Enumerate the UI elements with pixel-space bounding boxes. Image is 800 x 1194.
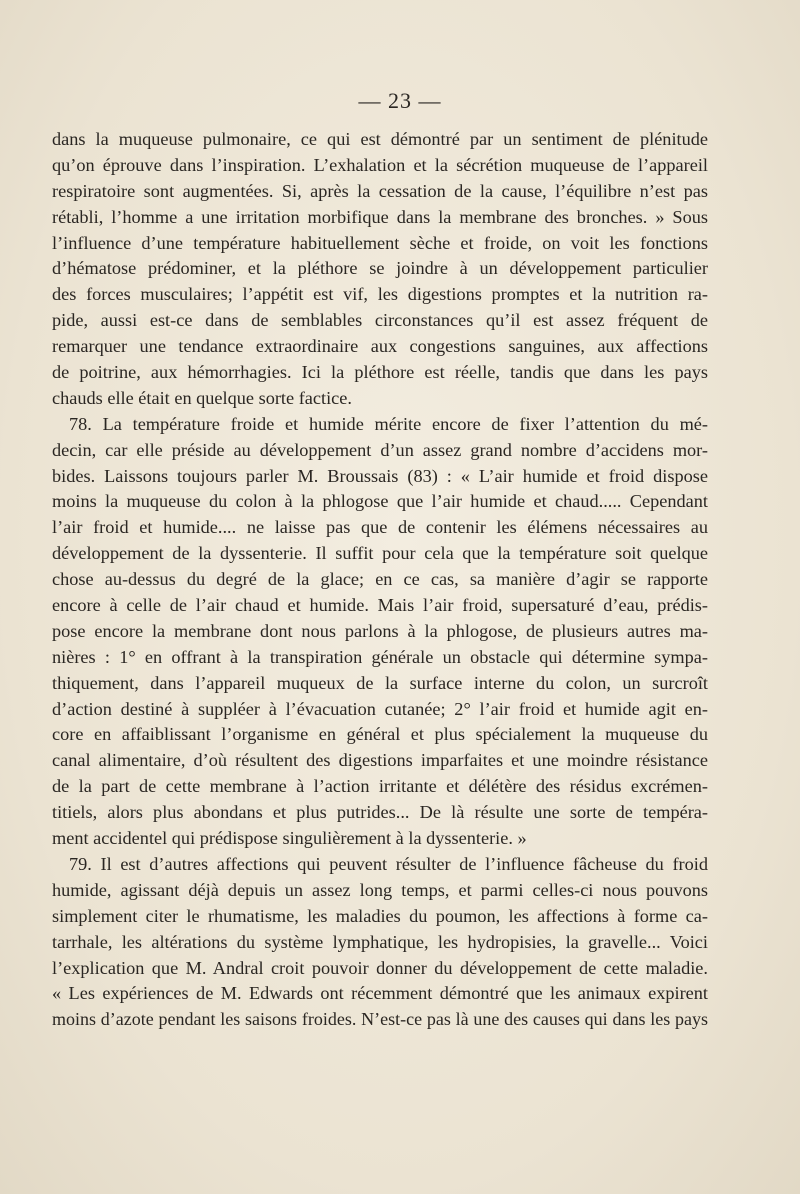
text-line: 78. La température froide et humide mérite encore de fixer l’attention du mé- — [69, 413, 708, 434]
body-text — [52, 127, 708, 1033]
text-line: remarquer une tendance extraordinaire aux congestions sanguines, aux affections — [52, 336, 708, 357]
text-line: l’air froid et humide.... ne laisse pas que de contenir les élémens nécessaires au — [52, 517, 708, 538]
text-line: pose encore la membrane dont nous parlons à la phlogose, de plusieurs autres ma- — [52, 620, 708, 641]
text-line: moins la muqueuse du colon à la phlogose que l’air humide et chaud..... Cependant — [52, 491, 708, 512]
text-line: thiquement, dans l’appareil muqueux de la surface interne du colon, un surcroît — [52, 672, 708, 693]
text-line: bides. Laissons toujours parler M. Broussais (83) : « L’air humide et froid dispose — [52, 465, 708, 486]
text-line: humide, agissant déjà depuis un assez long temps, et parmi celles-ci nous pouvons — [52, 879, 708, 900]
text-line: core en affaiblissant l’organisme en général et plus spécialement la muqueuse du — [52, 724, 708, 745]
text-line: qu’on éprouve dans l’inspiration. L’exhalation et la sécrétion muqueuse de l’appareil — [52, 154, 708, 175]
text-line: titiels, alors plus abondans et plus putrides... De là résulte une sorte de tempéra- — [52, 802, 708, 823]
text-line: moins d’azote pendant les saisons froides. N’est-ce pas là une des causes qui dans les pays — [52, 1009, 708, 1030]
text-line: l’explication que M. Andral croit pouvoir donner du développement de cette maladie. — [52, 957, 708, 978]
text-line: decin, car elle préside au développement d’un assez grand nombre d’accidens mor- — [52, 439, 708, 460]
text-line: de la part de cette membrane à l’action irritante et délétère des résidus excrémen- — [52, 776, 708, 797]
text-line: d’action destiné à suppléer à l’évacuation cutanée; 2° l’air froid et humide agit en- — [52, 698, 708, 719]
page-number: — 23 — — [358, 88, 442, 113]
text-line: développement de la dyssenterie. Il suffit pour cela que la température soit quelque — [52, 543, 708, 564]
text-line: respiratoire sont augmentées. Si, après la cessation de la cause, l’équilibre n’est pas — [52, 180, 708, 201]
text-line: d’hématose prédominer, et la pléthore se joindre à un développement particulier — [52, 258, 708, 279]
text-line: l’influence d’une température habituellement sèche et froide, on voit les fonctions — [52, 232, 708, 253]
text-line: chauds elle était en quelque sorte factice. — [52, 387, 352, 408]
text-line: ment accidentel qui prédispose singulièrement à la dyssenterie. » — [52, 828, 527, 849]
text-line: des forces musculaires; l’appétit est vif, les digestions promptes et la nutrition ra- — [52, 284, 708, 305]
text-line: nières : 1° en offrant à la transpiration générale un obstacle qui détermine sympa- — [52, 646, 708, 667]
text-line: « Les expériences de M. Edwards ont récemment démontré que les animaux expirent — [52, 983, 708, 1004]
text-line: canal alimentaire, d’où résultent des digestions imparfaites et une moindre résistance — [52, 750, 708, 771]
text-line: chose au-dessus du degré de la glace; en ce cas, sa manière d’agir se rapporte — [52, 569, 708, 590]
text-line: dans la muqueuse pulmonaire, ce qui est démontré par un sentiment de plénitude — [52, 129, 708, 149]
text-line: 79. Il est d’autres affections qui peuvent résulter de l’influence fâcheuse du froid — [69, 853, 708, 874]
text-line: tarrhale, les altérations du système lymphatique, les hydropisies, la gravelle... Voici — [52, 931, 708, 952]
text-line: rétabli, l’homme a une irritation morbifique dans la membrane des bronches. » Sous — [52, 206, 708, 227]
text-line: simplement citer le rhumatisme, les maladies du poumon, les affections à forme ca- — [52, 905, 708, 926]
text-line: pide, aussi est-ce dans de semblables circonstances qu’il est assez fréquent de — [52, 310, 708, 331]
text-line: de poitrine, aux hémorrhagies. Ici la pléthore est réelle, tandis que dans les pays — [52, 362, 708, 383]
text-line: encore à celle de l’air chaud et humide. Mais l’air froid, supersaturé d’eau, prédis- — [52, 595, 708, 616]
